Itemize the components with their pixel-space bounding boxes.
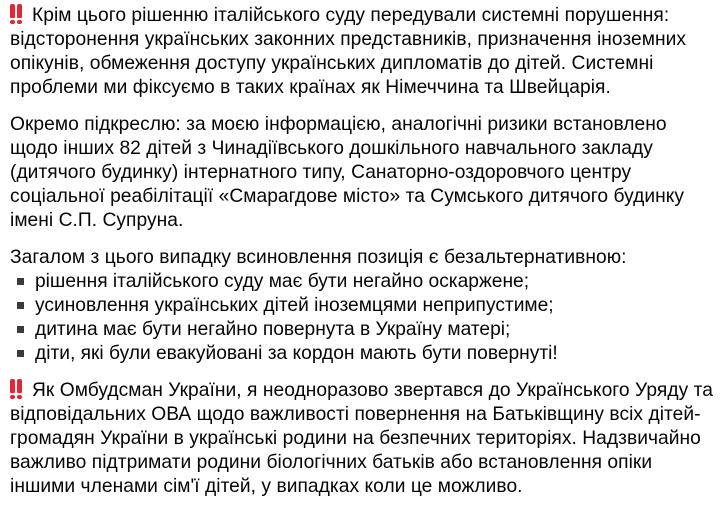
- paragraph-position: [10, 246, 717, 270]
- list-item: [10, 270, 717, 294]
- list-item-text: дитина має бути негайно повернута в Україну матері;: [35, 319, 511, 340]
- list-item-text: усиновлення українських дітей іноземцями неприпустиме;: [35, 295, 554, 316]
- double-exclamation-icon: [10, 4, 30, 24]
- list-item-text: рішення італійського суду має бути негайно оскаржене;: [35, 271, 530, 292]
- list-item-text: діти, які були евакуйовані за кордон мають бути повернуті!: [35, 343, 558, 364]
- square-bullet-icon: [17, 302, 24, 309]
- paragraph-risks-text: Окремо підкреслю: за моєю інформацією, аналогічні ризики встановлено щодо інших 82 дітей з Чинадіївського дошкільного навчального закладу (дитячого будинку) інтернатного типу, Санаторно-оздоровчого центру соціальної реабілітації «Смарагдове місто» та Сумського дитячого будинку імені С.П. Супруна.: [10, 114, 685, 231]
- paragraph-ombudsman-text: Як Омбудсман України, я неодноразово звертався до Українського Уряду та відповідальних ОВА щодо важливості повернення на Батьківщину всіх дітей-громадян України в українські родини на безпечних територіях. Надзвичайно важливо підтримати родини біологічних батьків або встановлення опіки іншими членами сім'ї дітей, у випадках коли це можливо.: [10, 380, 713, 497]
- list-item: [10, 294, 717, 318]
- square-bullet-icon: [17, 278, 24, 285]
- square-bullet-icon: [17, 350, 24, 357]
- paragraph-ombudsman: [10, 379, 717, 499]
- double-exclamation-icon: [10, 379, 30, 399]
- list-item: [10, 342, 717, 366]
- position-list: [10, 270, 717, 366]
- paragraph-risks: [10, 113, 717, 233]
- paragraph-position-text: Загалом з цього випадку всиновлення позиція є безальтернативною:: [10, 247, 627, 268]
- paragraph-violations: [10, 4, 717, 100]
- list-item: [10, 318, 717, 342]
- paragraph-violations-text: Крім цього рішенню італійського суду передували системні порушення: відсторонення українських законних представників, призначення іноземних опікунів, обмеження доступу українських дипломатів до дітей. Системні проблеми ми фіксуємо в таких країнах як Німеччина та Швейцарія.: [10, 5, 687, 98]
- square-bullet-icon: [17, 326, 24, 333]
